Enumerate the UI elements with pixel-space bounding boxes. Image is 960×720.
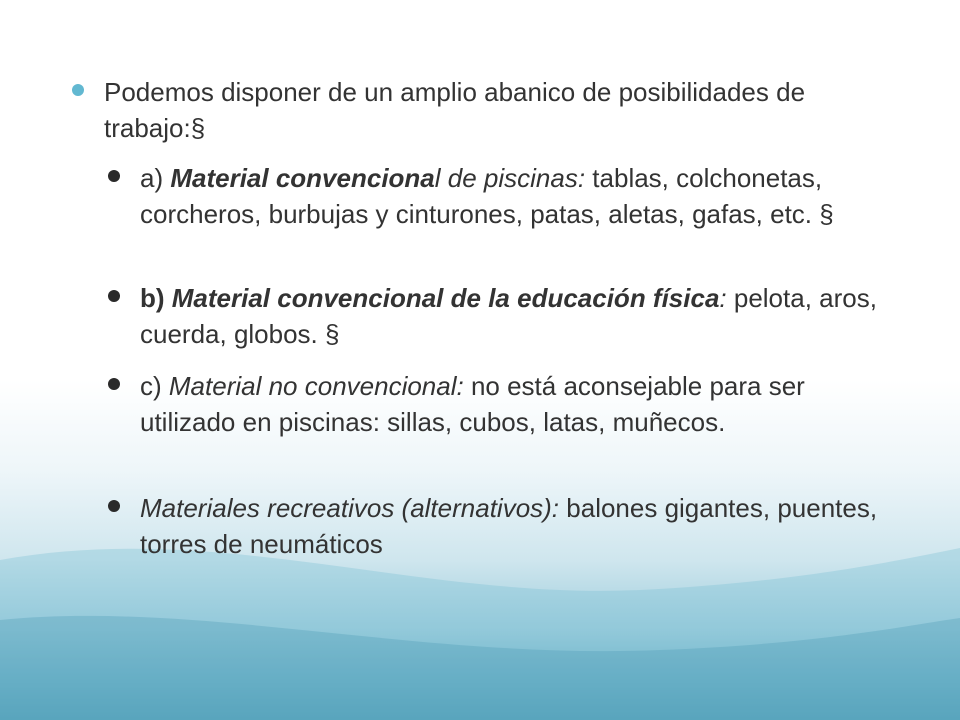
sub-item-b-bold-italic: Material convencional de la educación física: [171, 283, 720, 313]
sub-item-c-italic: Material no convencional:: [168, 371, 464, 401]
sub-item-a: [140, 160, 900, 232]
sub-item-c-rest: no está aconsejable para ser utilizado en piscinas: sillas, cubos, latas, muñecos.: [140, 371, 805, 437]
sub-item-a-prefix: a): [140, 163, 171, 193]
sub-item-d-italic: Materiales recreativos (alternativos):: [140, 493, 560, 523]
sub-bullet-icon: [108, 170, 120, 182]
main-bullet-text: Podemos disponer de un amplio abanico de posibilidades de trabajo:§: [104, 77, 806, 143]
sub-item-a-bold-italic: Material convenciona: [170, 163, 435, 193]
sub-item-d: [140, 490, 900, 562]
main-bullet-icon: [72, 84, 84, 96]
sub-bullet-icon: [108, 378, 120, 390]
sub-item-d-rest: balones gigantes, puentes, torres de neumáticos: [140, 493, 878, 559]
sub-item-b: [140, 280, 900, 352]
sub-item-b-italic: :: [719, 283, 727, 313]
sub-item-c: [140, 368, 900, 440]
sub-bullet-icon: [108, 500, 120, 512]
sub-item-a-italic: l de piscinas:: [434, 163, 586, 193]
sub-item-c-prefix: c): [140, 371, 169, 401]
sub-item-b-prefix: b): [140, 283, 172, 313]
sub-item-b-rest: pelota, aros, cuerda, globos. §: [140, 283, 877, 349]
sub-item-a-rest: tablas, colchonetas, corcheros, burbujas y cinturones, patas, aletas, gafas, etc. §: [140, 163, 834, 229]
sub-bullet-icon: [108, 290, 120, 302]
